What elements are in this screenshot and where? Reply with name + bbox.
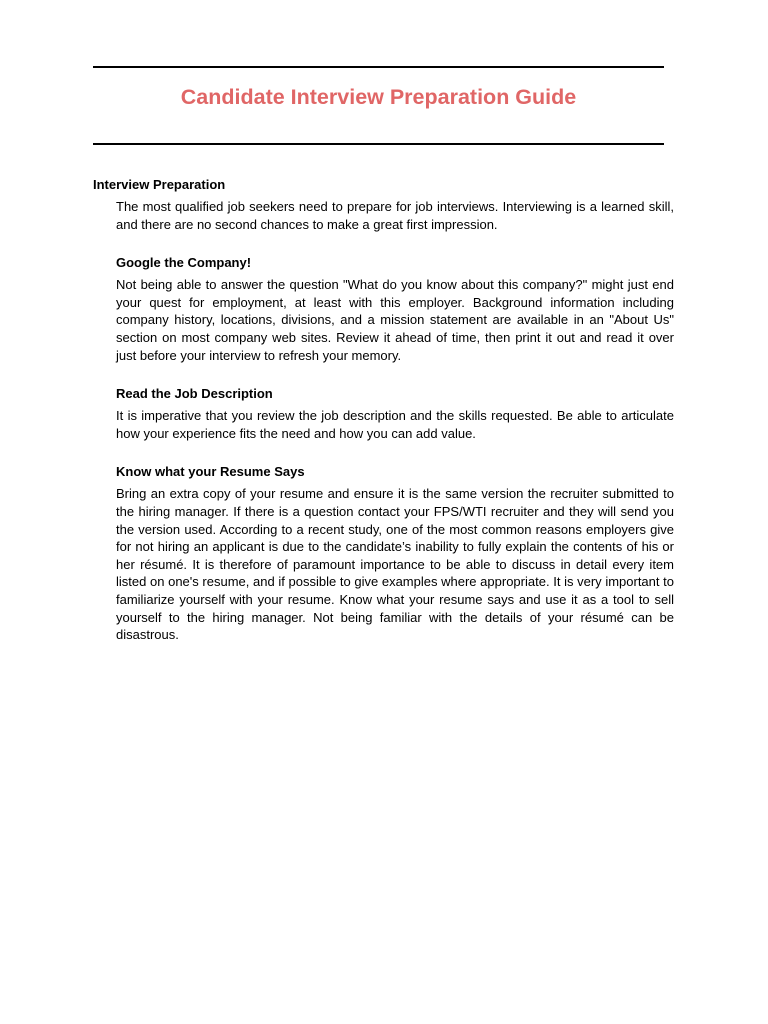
section-paragraph-google-company: Not being able to answer the question "What do you know about this company?" might just end your quest for employment, at least with this employer. Background information including company history, locations, divisions, and a mission statement are available in an "About Us" section on most company web sites. Review it ahead of time, then print it out and read it over just before your interview to refresh your memory.	[116, 277, 674, 363]
section-heading-resume: Know what your Resume Says	[116, 464, 305, 480]
document-title: Candidate Interview Preparation Guide	[180, 85, 577, 109]
intro-heading: Interview Preparation	[93, 177, 226, 192]
section-paragraph-job-description: It is imperative that you review the job description and the skills requested. Be able to articulate how your experience fits the need and how you can add value.	[116, 408, 674, 441]
section-heading-job-description: Read the Job Description	[116, 386, 273, 402]
intro-paragraph: The most qualified job seekers need to prepare for job interviews. Interviewing is a learned skill, and there are no second chances to make a great first impression.	[116, 199, 674, 232]
section-heading-google-company: Google the Company!	[116, 255, 252, 271]
title-bottom-rule	[93, 143, 664, 145]
section-paragraph-resume: Bring an extra copy of your resume and ensure it is the same version the recruiter submitted to the hiring manager. If there is a question contact your FPS/WTI recruiter and they will send you the version used. According to a recent study, one of the most common reasons employers give for not hiring an applicant is due to the candidate’s inability to fully explain the contents of his or her résumé. It is therefore of paramount importance to be able to discuss in detail every item listed on one's resume, and if possible to give examples where appropriate. It is very important to familiarize yourself with your resume. Know what your resume says and use it as a tool to sell yourself to the hiring manager. Not being familiar with the details of your résumé can be disastrous.	[116, 486, 674, 643]
title-top-rule	[93, 66, 664, 68]
document-body	[93, 176, 674, 644]
